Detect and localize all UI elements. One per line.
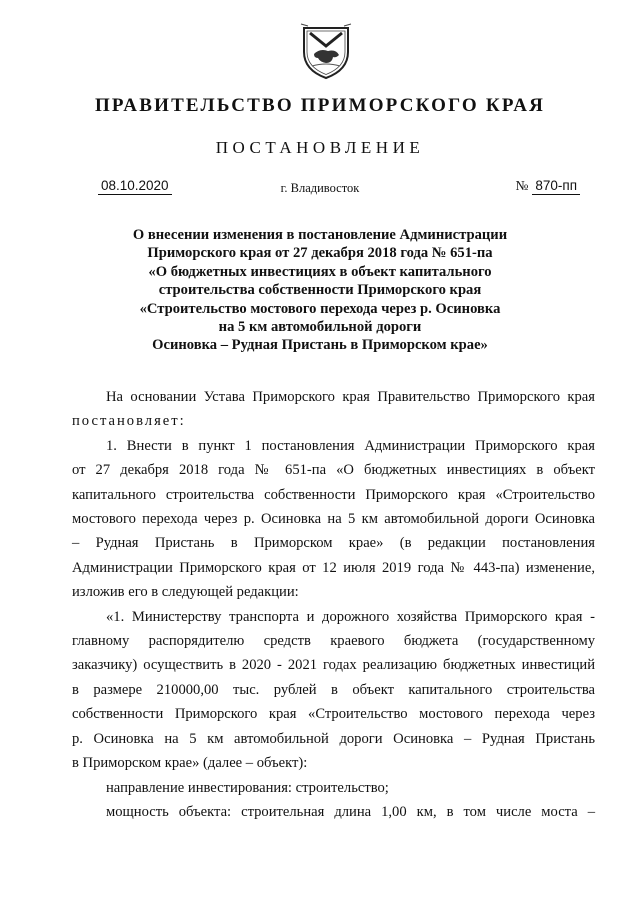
number-value: 870-пп <box>532 178 580 195</box>
document-body <box>72 385 595 824</box>
subject-line: на 5 км автомобильной дороги <box>218 319 422 336</box>
subject-line: Осиновка – Рудная Пристань в Приморском крае» <box>152 337 488 354</box>
body-line: направление инвестирования: строительство; <box>106 779 389 796</box>
body-line: Администрации Приморского края от 12 июля 2019 года № 443-па) изменение, <box>72 559 595 576</box>
body-line: р. Осиновка на 5 км автомобильной дороги Осиновка – Рудная Пристань <box>72 730 595 747</box>
body-line: в размере 210000,00 тыс. рублей в объект капитального строительства <box>72 681 595 698</box>
document-date: 08.10.2020 <box>98 178 172 195</box>
body-line: капитального строительства собственности Приморского края «Строительство <box>72 486 595 503</box>
body-line: постановляет: <box>72 413 186 430</box>
document-subject <box>0 226 640 355</box>
number-prefix: № <box>515 178 529 193</box>
body-line: изложив его в следующей редакции: <box>72 584 299 601</box>
subject-line: «Строительство мостового перехода через р. Осиновка <box>139 300 501 317</box>
body-line: – Рудная Пристань в Приморском крае» (в редакции постановления <box>72 535 595 552</box>
body-line: 1. Внести в пункт 1 постановления Администрации Приморского края <box>106 437 595 454</box>
subject-line: строительства собственности Приморского края <box>158 282 482 299</box>
coat-of-arms-icon <box>300 22 352 80</box>
government-title: ПРАВИТЕЛЬСТВО ПРИМОРСКОГО КРАЯ <box>94 95 546 116</box>
document-type: ПОСТАНОВЛЕНИЕ <box>215 138 425 157</box>
body-line: главному распорядителю средств краевого бюджета (государственному <box>72 633 595 650</box>
subject-line: О внесении изменения в постановление Администрации <box>132 227 508 243</box>
body-line: заказчику) осуществить в 2020 - 2021 годах реализацию бюджетных инвестиций <box>72 657 595 674</box>
body-line: мостового перехода через р. Осиновка на 5 км автомобильной дороги Осиновка <box>72 511 595 528</box>
body-line: от 27 декабря 2018 года № 651-па «О бюджетных инвестициях в объект <box>72 462 595 479</box>
body-line: в Приморском крае» (далее – объект): <box>72 755 308 772</box>
document-city: г. Владивосток <box>280 181 360 195</box>
document-number <box>515 178 580 194</box>
subject-line: Приморского края от 27 декабря 2018 года № 651-па <box>147 245 493 262</box>
body-line: «1. Министерству транспорта и дорожного хозяйства Приморского края - <box>106 608 595 625</box>
body-line: собственности Приморского края «Строительство мостового перехода через <box>72 706 595 723</box>
body-line: мощность объекта: строительная длина 1,00 км, в том числе моста – <box>106 803 595 820</box>
subject-line: «О бюджетных инвестициях в объект капитального <box>148 263 492 280</box>
body-line: На основании Устава Приморского края Правительство Приморского края <box>106 389 595 405</box>
